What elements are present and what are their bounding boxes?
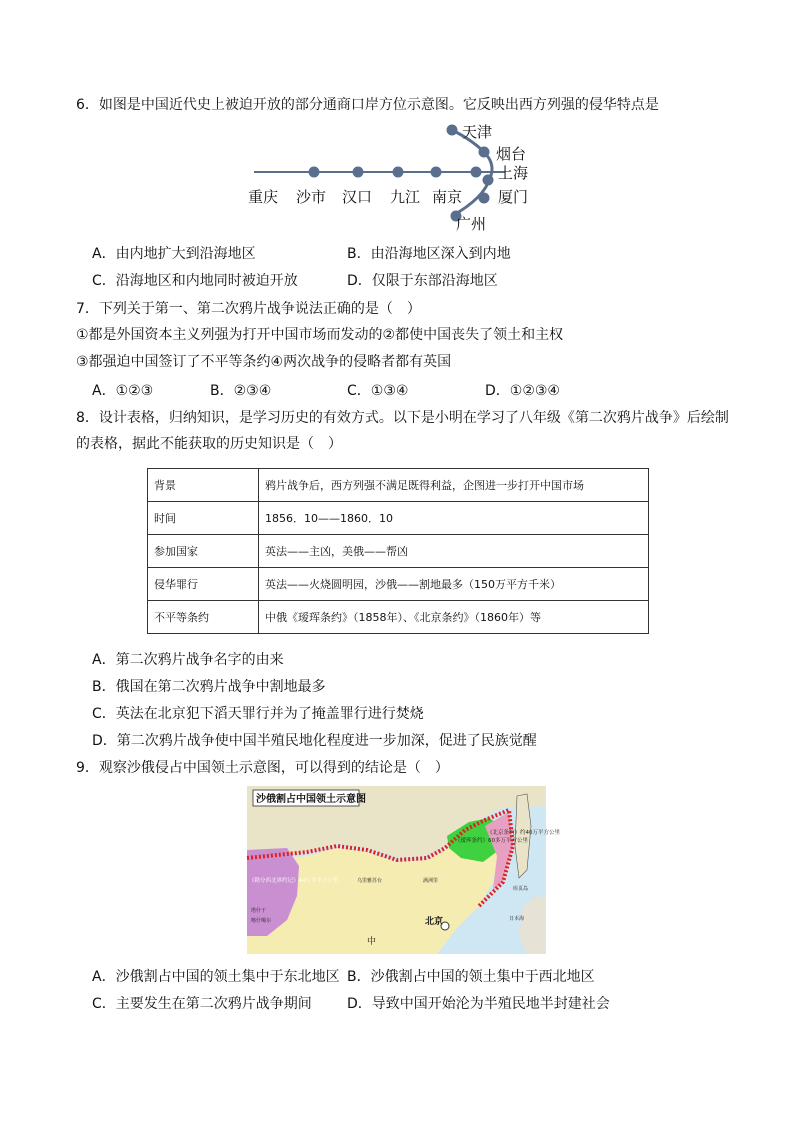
q6-option-d[interactable]: D．仅限于东部沿海地区 [347, 273, 498, 289]
port-dot-shanghai [483, 175, 494, 186]
q8-option-d[interactable]: D．第二次鸦片战争使中国半殖民地化程度进一步加深，促进了民族觉醒 [92, 733, 537, 749]
table-value: 英法——主凶，美俄——帮凶 [259, 535, 649, 568]
map-label-manzhou: 满洲里 [423, 878, 439, 884]
table-value: 英法——火烧圆明园，沙俄——割地最多（150万平方千米） [259, 568, 649, 601]
q6-option-b[interactable]: B．由沿海地区深入到内地 [347, 246, 511, 262]
map-label-kashi: 喀什噶尔 [251, 918, 272, 924]
q6-stem: 6．如图是中国近代史上被迫开放的部分通商口岸方位示意图。它反映出西方列强的侵华特点是 [76, 97, 659, 113]
table-value: 鸦片战争后，西方列强不满足既得利益，企图进一步打开中国市场 [259, 469, 649, 502]
q9-option-a[interactable]: A．沙俄割占中国的领土集中于东北地区 [92, 969, 340, 985]
port-label-shanghai: 上海 [498, 164, 529, 182]
map-label-china: 中 [367, 937, 377, 947]
port-dot-jiujiang [431, 167, 442, 178]
port-label-yantai: 烟台 [496, 145, 527, 163]
port-label-guangzhou: 广州 [456, 215, 487, 233]
q9-option-b[interactable]: B．沙俄割占中国的领土集中于西北地区 [347, 969, 595, 985]
port-label-tianjin: 天津 [462, 123, 493, 141]
table-key: 参加国家 [148, 535, 259, 568]
port-dot-shashi [353, 167, 364, 178]
q8-option-b[interactable]: B．俄国在第二次鸦片战争中割地最多 [92, 679, 326, 695]
q7-statement-2: ③都强迫中国签订了不平等条约④两次战争的侵略者都有英国 [76, 354, 452, 370]
russia-occupation-map [247, 786, 560, 954]
q8-stem-line-1: 8．设计表格，归纳知识，是学习历史的有效方式。以下是小明在学习了八年级《第二次鸦片战争》后绘制 [76, 410, 729, 426]
port-dot-yantai [479, 147, 490, 158]
map-label-aihui: 《瑷珲条约》60多万平方公里 [455, 838, 528, 844]
q7-option-b[interactable]: B．②③④ [210, 383, 272, 399]
table-row [148, 535, 649, 568]
q9-option-d[interactable]: D．导致中国开始沦为半殖民地半封建社会 [347, 996, 610, 1012]
q8-option-a[interactable]: A．第二次鸦片战争名字的由来 [92, 652, 284, 668]
port-label-hankou: 汉口 [342, 188, 373, 206]
port-dot-chongqing [309, 167, 320, 178]
table-key: 背景 [148, 469, 259, 502]
trade-ports-diagram [240, 118, 560, 238]
q6-option-a[interactable]: A．由内地扩大到沿海地区 [92, 246, 256, 262]
table-key: 侵华罪行 [148, 568, 259, 601]
q8-option-c[interactable]: C．英法在北京犯下滔天罪行并为了掩盖罪行进行焚烧 [92, 706, 424, 722]
table-row [148, 601, 649, 634]
table-value: 1856．10——1860．10 [259, 502, 649, 535]
map-label-kuye: 库页岛 [513, 886, 529, 892]
table-value: 中俄《瑷珲条约》（1858年）、《北京条约》（1860年）等 [259, 601, 649, 634]
port-dot-hankou [393, 167, 404, 178]
port-label-xiamen: 厦门 [498, 188, 529, 206]
q7-option-c[interactable]: C．①③④ [347, 383, 409, 399]
map-label-wulan: 乌里雅苏台 [357, 878, 383, 884]
map-label-japan-sea: 日本海 [509, 916, 525, 922]
map-label-northwest: 《勘分西北界约记》44万多平方公里 [249, 878, 339, 884]
map-label-beijing-treaty: 《北京条约》约40万平方公里 [487, 830, 560, 836]
table-row [148, 469, 649, 502]
q8-stem-line-2: 的表格，据此不能获取的历史知识是（ ） [76, 436, 342, 452]
port-dot-xiamen [479, 193, 490, 204]
port-label-shashi: 沙市 [296, 188, 327, 206]
q7-stem: 7．下列关于第一、第二次鸦片战争说法正确的是（ ） [76, 301, 421, 317]
port-label-nanjing: 南京 [432, 188, 463, 206]
q8-summary-table [147, 468, 649, 634]
port-label-chongqing: 重庆 [248, 188, 279, 206]
map-label-tacheng: 塔什干 [251, 908, 267, 914]
q6-option-c[interactable]: C．沿海地区和内地同时被迫开放 [92, 273, 298, 289]
port-dot-nanjing [471, 167, 482, 178]
q7-option-a[interactable]: A．①②③ [92, 383, 154, 399]
table-key: 不平等条约 [148, 601, 259, 634]
q9-stem: 9．观察沙俄侵占中国领土示意图，可以得到的结论是（ ） [76, 760, 449, 776]
table-key: 时间 [148, 502, 259, 535]
port-label-jiujiang: 九江 [390, 188, 421, 206]
table-row [148, 502, 649, 535]
port-dot-tianjin [447, 125, 458, 136]
q7-option-d[interactable]: D．①②③④ [485, 383, 560, 399]
q9-option-c[interactable]: C．主要发生在第二次鸦片战争期间 [92, 996, 312, 1012]
map-title: 沙俄割占中国领土示意图 [256, 794, 366, 805]
q7-statement-1: ①都是外国资本主义列强为打开中国市场而发动的②都使中国丧失了领土和主权 [76, 327, 564, 343]
map-label-beijing-city: 北京 [425, 917, 444, 927]
table-row [148, 568, 649, 601]
